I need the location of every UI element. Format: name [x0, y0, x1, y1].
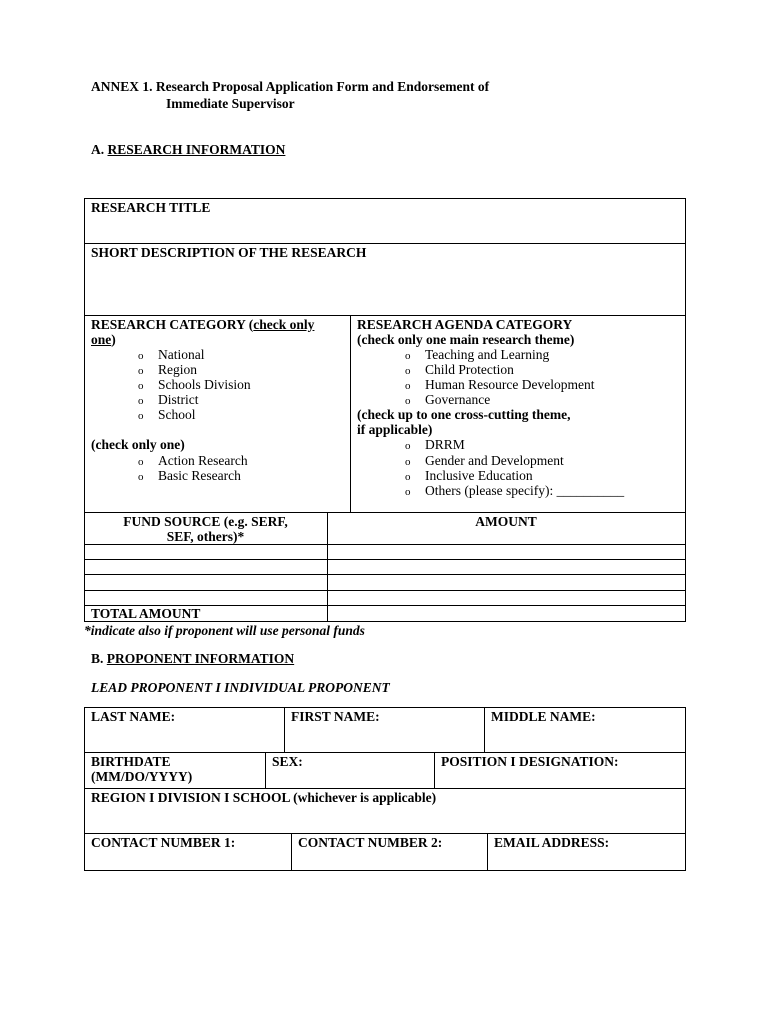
- fund-source-header-1: FUND SOURCE (e.g. SERF,: [123, 514, 288, 529]
- position-label: POSITION I DESIGNATION:: [441, 754, 619, 769]
- fund-source-cell[interactable]: [85, 560, 326, 573]
- research-type-label: (check only one): [91, 437, 185, 452]
- bullet-icon: o: [405, 486, 411, 498]
- research-category-label-cont: [91, 332, 116, 347]
- section-b-title: PROPONENT INFORMATION: [106, 651, 295, 666]
- personal-funds-note: *indicate also if proponent will use personal funds: [84, 623, 365, 638]
- agenda-category-sublabel: (check only one main research theme): [357, 332, 575, 347]
- total-amount-label: TOTAL AMOUNT: [91, 606, 201, 621]
- fund-source-header-2: SEF, others)*: [166, 529, 245, 544]
- divider: [84, 315, 685, 316]
- section-b-heading: [91, 651, 294, 666]
- fund-source-cell[interactable]: [85, 591, 326, 604]
- divider: [265, 752, 266, 788]
- divider: [84, 243, 685, 244]
- divider: [291, 833, 292, 871]
- option-label: DRRM: [425, 437, 465, 452]
- category-option-school[interactable]: [138, 407, 196, 424]
- divider: [84, 833, 685, 834]
- option-label: Basic Research: [158, 468, 241, 483]
- short-description-label: SHORT DESCRIPTION OF THE RESEARCH: [91, 245, 367, 260]
- last-name-label: LAST NAME:: [91, 709, 176, 724]
- bullet-icon: o: [138, 471, 144, 483]
- bullet-icon: o: [138, 350, 144, 362]
- cross-option-others[interactable]: [405, 483, 624, 500]
- middle-name-label: MIDDLE NAME:: [491, 709, 596, 724]
- bullet-icon: o: [138, 410, 144, 422]
- divider: [484, 707, 485, 752]
- option-label: School: [158, 407, 196, 422]
- annex-title-line2: Immediate Supervisor: [166, 96, 295, 111]
- cross-cutting-label-1: (check up to one cross-cutting theme,: [357, 407, 571, 422]
- option-label: Region: [158, 362, 197, 377]
- option-label: Human Resource Development: [425, 377, 595, 392]
- bullet-icon: o: [405, 380, 411, 392]
- region-division-school-label: REGION I DIVISION I SCHOOL (whichever is applicable): [91, 790, 437, 805]
- research-category-label: [91, 317, 314, 332]
- option-label: Inclusive Education: [425, 468, 533, 483]
- bullet-icon: o: [138, 395, 144, 407]
- option-label: Others (please specify): __________: [425, 483, 625, 498]
- type-option-basic-research[interactable]: [138, 468, 241, 485]
- bullet-icon: o: [405, 440, 411, 452]
- option-label: National: [158, 347, 205, 362]
- bullet-icon: o: [405, 395, 411, 407]
- annex-title-line1: ANNEX 1. Research Proposal Application Form and Endorsement of: [91, 79, 490, 94]
- birthdate-format-label: (MM/DO/YYYY): [91, 769, 193, 784]
- amount-cell[interactable]: [328, 560, 684, 573]
- sex-label: SEX:: [272, 754, 303, 769]
- section-a-title: RESEARCH INFORMATION: [107, 142, 286, 157]
- research-category-label-start: RESEARCH CATEGORY (: [91, 317, 254, 332]
- option-label: Schools Division: [158, 377, 251, 392]
- contact-number-1-label: CONTACT NUMBER 1:: [91, 835, 236, 850]
- agenda-category-label: RESEARCH AGENDA CATEGORY: [357, 317, 573, 332]
- total-amount-cell[interactable]: [328, 606, 684, 621]
- first-name-label: FIRST NAME:: [291, 709, 380, 724]
- bullet-icon: o: [138, 456, 144, 468]
- option-label: Child Protection: [425, 362, 514, 377]
- divider: [434, 752, 435, 788]
- section-a-prefix: A.: [91, 142, 108, 157]
- divider: [84, 752, 685, 753]
- amount-cell[interactable]: [328, 545, 684, 558]
- cross-cutting-label-2: if applicable): [357, 422, 433, 437]
- research-title-label: RESEARCH TITLE: [91, 200, 211, 215]
- option-label: Governance: [425, 392, 491, 407]
- fund-source-cell[interactable]: [85, 545, 326, 558]
- check-only-text: check only: [253, 317, 315, 332]
- section-a-heading: [91, 142, 285, 157]
- amount-cell[interactable]: [328, 575, 684, 589]
- section-b-prefix: B.: [91, 651, 107, 666]
- bullet-icon: o: [405, 456, 411, 468]
- bullet-icon: o: [138, 365, 144, 377]
- contact-number-2-label: CONTACT NUMBER 2:: [298, 835, 443, 850]
- option-label: Action Research: [158, 453, 248, 468]
- bullet-icon: o: [138, 380, 144, 392]
- bullet-icon: o: [405, 471, 411, 483]
- divider: [487, 833, 488, 871]
- option-label: Gender and Development: [425, 453, 564, 468]
- divider: [350, 315, 351, 513]
- one-text: one: [91, 332, 112, 347]
- birthdate-label: BIRTHDATE: [91, 754, 171, 769]
- closing-paren: ): [111, 332, 116, 347]
- option-label: Teaching and Learning: [425, 347, 550, 362]
- fund-source-cell[interactable]: [85, 575, 326, 589]
- bullet-icon: o: [405, 350, 411, 362]
- option-label: District: [158, 392, 199, 407]
- amount-header: AMOUNT: [475, 514, 537, 529]
- bullet-icon: o: [405, 365, 411, 377]
- divider: [284, 707, 285, 752]
- divider: [84, 788, 685, 789]
- lead-proponent-subtitle: LEAD PROPONENT I INDIVIDUAL PROPONENT: [91, 680, 390, 695]
- email-address-label: EMAIL ADDRESS:: [494, 835, 610, 850]
- cross-option-drrm[interactable]: [405, 437, 465, 454]
- amount-cell[interactable]: [328, 591, 684, 604]
